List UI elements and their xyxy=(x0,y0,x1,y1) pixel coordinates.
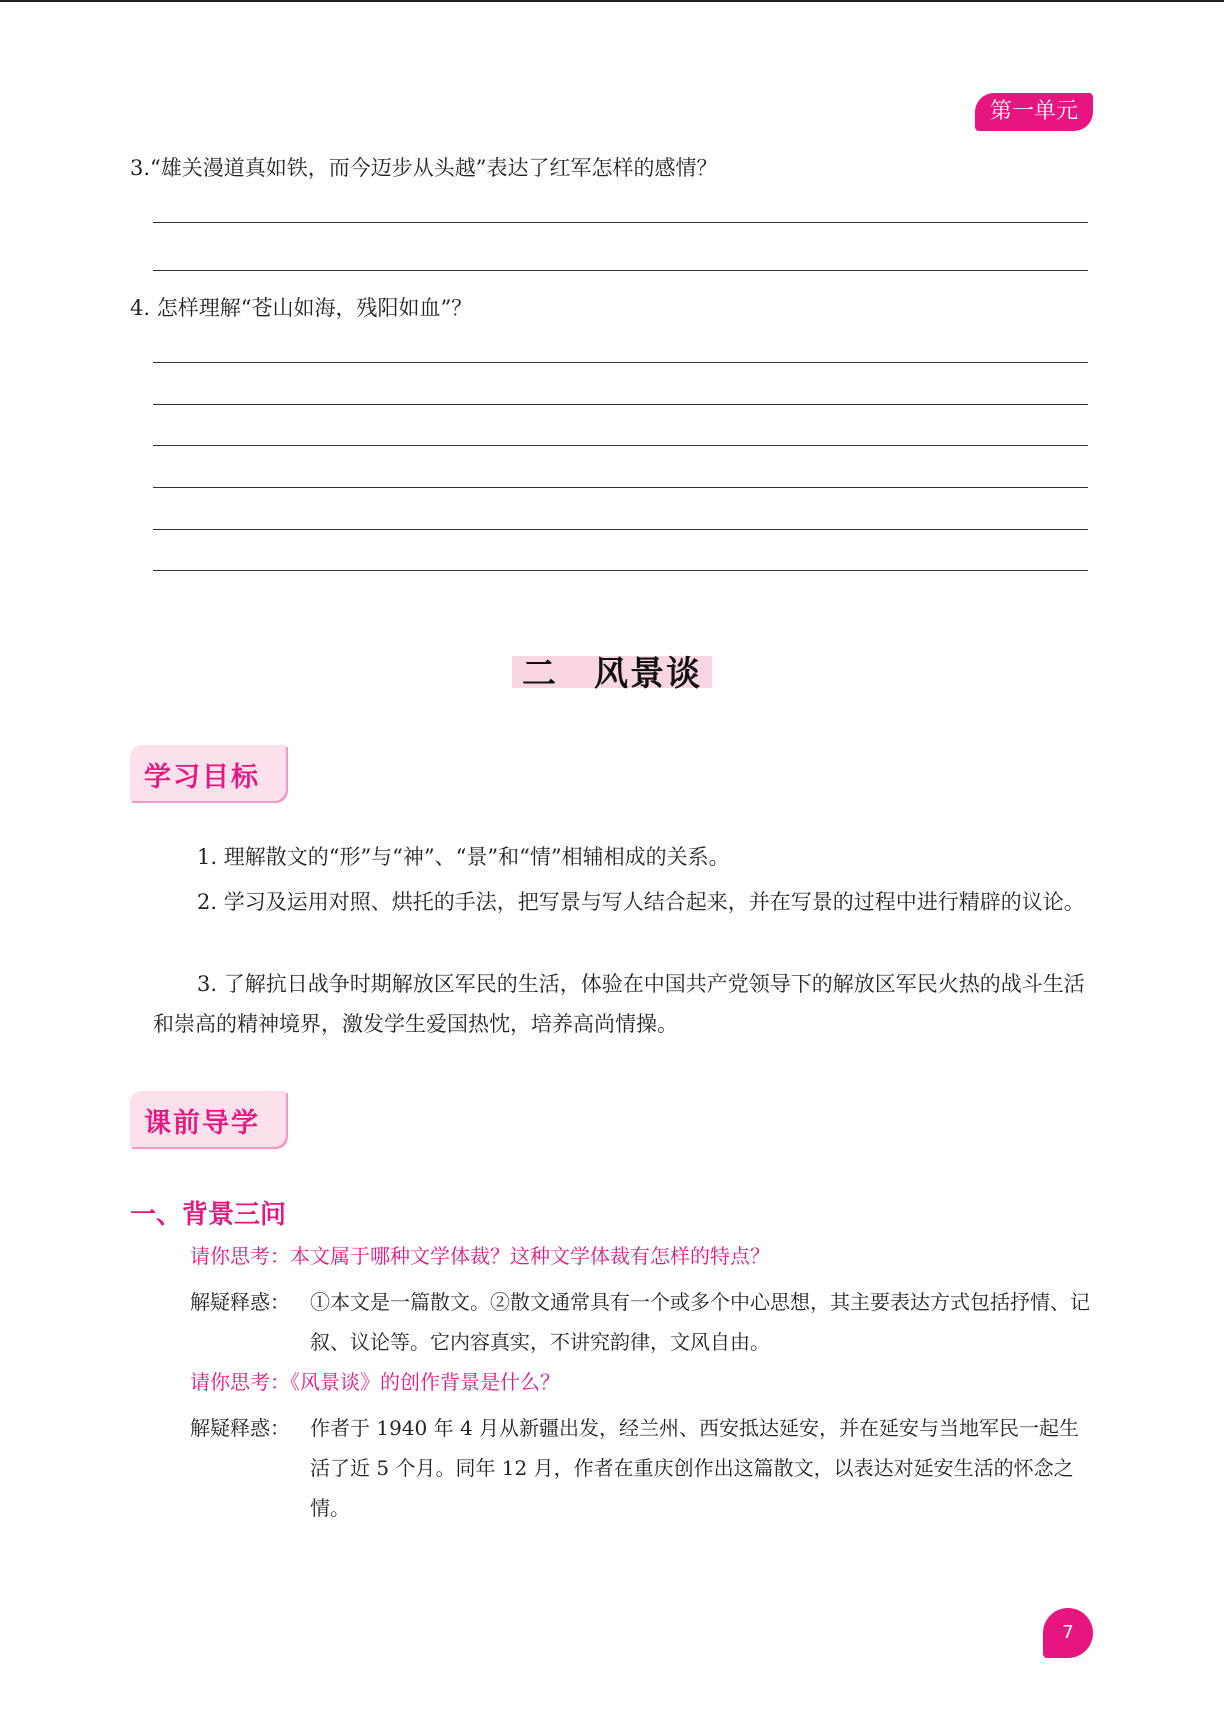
question-4: 4. 怎样理解“苍山如海，残阳如血”？ xyxy=(130,296,473,320)
objective-item: 1. 理解散文的“形”与“神”、“景”和“情”相辅相成的关系。 xyxy=(197,845,730,869)
preview-subheading: 一、背景三问 xyxy=(130,1200,287,1230)
objectives-badge xyxy=(130,745,286,801)
answer-text: ①本文是一篇散文。②散文通常具有一个或多个中心思想，其主要表达方式包括抒情、记叙、议论等。它内容真实，不讲究韵律，文风自由。 xyxy=(310,1290,1090,1354)
question-label: 请你思考： xyxy=(190,1244,290,1268)
answer-line[interactable] xyxy=(153,270,1088,271)
answer-text: 作者于 1940 年 4 月从新疆出发，经兰州、西安抵达延安，并在延安与当地军民一起生活了近 5 个月。同年 12 月，作者在重庆创作出这篇散文，以表达对延安生活的怀念之情。 xyxy=(310,1416,1080,1520)
think-question-2 xyxy=(190,1362,1095,1402)
objective-item: 3. 了解抗日战争时期解放区军民的生活，体验在中国共产党领导下的解放区军民火热的战斗生活和崇高的精神境界，激发学生爱国热忱，培养高尚情操。 xyxy=(153,972,1085,1036)
answer-label: 解疑释惑： xyxy=(190,1416,290,1440)
answer-1 xyxy=(190,1282,1095,1354)
think-question-1 xyxy=(190,1236,1095,1276)
preview-badge xyxy=(130,1091,286,1147)
answer-line[interactable] xyxy=(153,529,1088,530)
answer-line[interactable] xyxy=(153,445,1088,446)
answer-label: 解疑释惑： xyxy=(190,1290,290,1314)
page-number: 7 xyxy=(1043,1608,1093,1658)
answer-line[interactable] xyxy=(153,570,1088,571)
objectives-heading: 学习目标 xyxy=(144,762,260,793)
answer-line[interactable] xyxy=(153,362,1088,363)
unit-badge: 第一单元 xyxy=(975,93,1093,131)
question-3: 3.“雄关漫道真如铁，而今迈步从头越”表达了红军怎样的感情？ xyxy=(130,156,718,180)
preview-heading: 课前导学 xyxy=(144,1108,260,1139)
answer-2 xyxy=(190,1408,1095,1520)
lesson-title xyxy=(512,646,712,696)
question-label: 请你思考： xyxy=(190,1370,290,1394)
answer-line[interactable] xyxy=(153,487,1088,488)
answer-line[interactable] xyxy=(153,404,1088,405)
lesson-title-text: 二 风景谈 xyxy=(522,654,702,694)
objective-item: 2. 学习及运用对照、烘托的手法，把写景与写人结合起来，并在写景的过程中进行精辟的议论。 xyxy=(197,890,1085,914)
question-text: 本文属于哪种文学体裁？这种文学体裁有怎样的特点？ xyxy=(290,1244,770,1268)
answer-line[interactable] xyxy=(153,222,1088,223)
top-border xyxy=(0,0,1224,2)
question-text: 《风景谈》的创作背景是什么？ xyxy=(290,1370,560,1394)
